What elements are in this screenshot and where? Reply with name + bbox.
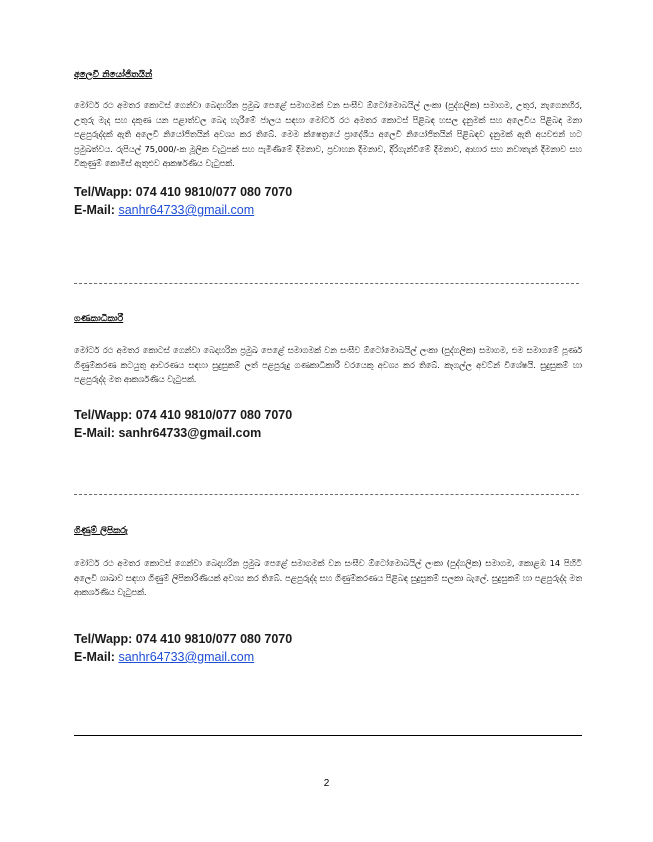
footer-rule [74,735,582,736]
contact-block [74,630,582,666]
email-label: E-Mail: [74,649,119,664]
email-line [74,648,582,666]
email-label: E-Mail: [74,202,119,217]
contact-block [74,406,582,442]
section-body: මෝටර් රථ අමතර කොටස් ගෙන්වා බෙදාහරින ප්‍රමුඛ පෙළේ සමාගමක් වන සංඝීව ඕටෝමොබයිල් ලංකා (පුද්ගලික) සමාගම, උතුර, නැගෙනහිර, උතුරු මැද සහ දකුණ යන පළාත්වල බෙදා හැරීමේ ජාලය සඳහා මෝටර් රථ අමතර කොටස් පිළිබඳ හසල දැනුමක් සහ අලෙවිය පිළිබඳ මනා පළපුරුද්දක් ඇති අලෙවි නියෝජිතයින් අවශ්‍ය කර තිබේ. මෙම ක්ෂෙත්‍රයේ ප්‍රාදේශීය අලෙවි නියෝජිතයින් පිළිබඳව දැනුමක් ඇති අයවළුන් හට ප්‍රමුඛත්වය. රුපියල් 75,000/-ක මූලික වැටුපක් සහ පැමිණීමේ දීමනාව, ප්‍රවාහන දීමනාව, දිරිගැන්වීමේ දීමනාව, ආහාර සහ නවාතැන් දීමනාව සහ විකුණුම් කොමිස් ඇතුළුව ආකර්ෂණීය වැටුපක්. [74,100,582,169]
phone-line: Tel/Wapp: 074 410 9810/077 080 7070 [74,184,293,199]
email-label: E-Mail: [74,425,119,440]
section-heading: අලෙවි නියෝජිතයින් [74,70,153,80]
email-line [74,201,582,219]
email-text: sanhr64733@gmail.com [118,425,262,440]
phone-line: Tel/Wapp: 074 410 9810/077 080 7070 [74,407,293,422]
section-body: මෝටර් රථ අමතර කොටස් ගෙන්වා බෙදාහරින ප්‍රමුඛ පෙළේ සමාගමක් වන සංඝීව ඕටෝමොබයිල් ලංකා (පුද්ගලික) සමාගම, කොළඹ 14 පිහිටි අලෙවි ශාඛාව සඳහා ගිණුම් ලිපිකාරිණියක් අවශ්‍ය කර තිබේ. පළපුරුද්ද සහ ගිණුම්කරණය පිළිබඳ සුදුසුකම් සලකා බැලේ. සුදුසුකම් හා පළපුරුද්ද මත ආකර්ශණිය වැටුපක්. [74,558,582,598]
job-section-accountant [74,306,582,442]
email-line [74,424,582,442]
section-body: මෝටර් රථ අමතර කොටස් ගෙන්වා බෙදාහරින ප්‍රමුඛ පෙළේ සමාගමක් වන සංඝීව ඕටෝමොබයිල් ලංකා (පුද්ගලික) සමාගම, එම සමාගමේ පූර්ණ ගිණුම්කරණ කටයුතු ආවරණය සඳහා සුදුසුකම් ලත් පළපුරුදු ගණකාධිකාරී වරයෙකු අවශ්‍ය කර තිබේ. කෑගල්ල අවට්න් විශේෂයි. සුදුසුකම් හා පළපුරුද්ද මත ආකර්ශණිය වැටුපක්. [74,345,582,385]
email-link[interactable]: sanhr64733@gmail.com [118,649,255,664]
phone-line: Tel/Wapp: 074 410 9810/077 080 7070 [74,631,293,646]
section-heading: ගණකාධිකාරී [74,314,124,324]
section-heading: ගිණුම් ලිපිකරු [74,526,128,536]
section-divider [74,283,579,284]
email-link[interactable]: sanhr64733@gmail.com [118,202,255,217]
section-divider [74,494,579,495]
job-section-sales-representatives [74,62,582,219]
page-number: 2 [323,778,330,789]
contact-block [74,183,582,219]
job-section-accounts-clerk [74,518,582,666]
